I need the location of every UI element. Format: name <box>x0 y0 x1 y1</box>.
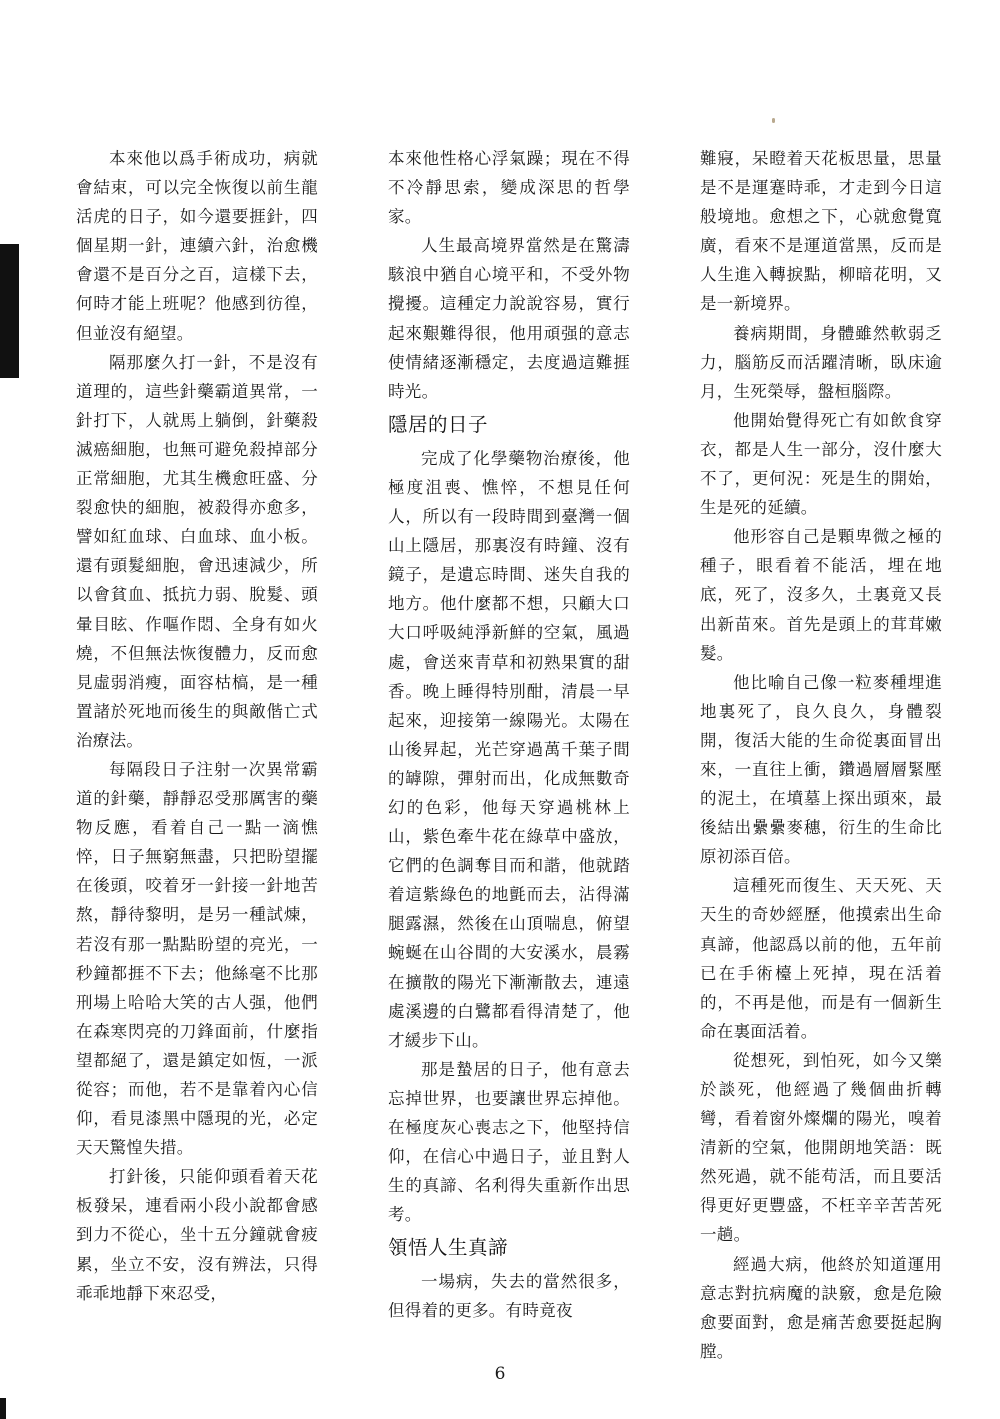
section-heading: 隱居的日子 <box>388 412 489 436</box>
paragraph: 隔那麼久打一針，不是沒有道理的，這些針藥霸道異常，一針打下，人就馬上躺倒，針藥殺滅癌細胞，也無可避免殺掉部分正常細胞，尤其生機愈旺盛、分裂愈快的細胞，被殺得亦愈多，譬如紅血球、白血球、血小板。還有頭髮細胞，會迅速減少，所以會貧血、抵抗力弱、脫髮、頭暈目眩、作嘔作悶、全身有如火燒，不但無法恢復體力，反而愈見虛弱消瘦，面容枯槁，是一種置諸於死地而後生的與敵偕亡式治療法。 <box>76 352 318 750</box>
side-tab-marker <box>0 244 19 378</box>
paragraph: 經過大病，他終於知道運用意志對抗病魔的訣竅，愈是危險愈要面對，愈是痛苦愈要挺起胸膛。 <box>700 1254 942 1361</box>
section-heading: 領悟人生真諦 <box>388 1236 509 1260</box>
text-column-3 <box>700 144 942 1366</box>
text-column-2 <box>388 144 630 1326</box>
paper-speck <box>772 118 775 123</box>
paragraph: 他形容自己是顆卑微之極的種子，眼看着不能活，埋在地底，死了，沒多久，土裏竟又長出新苗來。首先是頭上的茸茸嫩髮。 <box>700 527 942 663</box>
paragraph: 人生最高境界當然是在驚濤駭浪中猶自心境平和，不受外物攪擾。這種定力說說容易，實行起來艱難得很，他用頑强的意志使情緒逐漸穩定，去度過這難捱時光。 <box>388 236 630 401</box>
paragraph: 養病期間，身體雖然軟弱乏力，腦筋反而活躍清晰，臥床逾月，生死榮辱，盤桓腦際。 <box>700 323 942 401</box>
paragraph: 本來他以爲手術成功，病就會結束，可以完全恢復以前生龍活虎的日子，如今還要捱針，四個星期一針，連續六針，治愈機會還不是百分之百，這樣下去，何時才能上班呢？他感到彷徨，但並沒有絕望。 <box>76 149 318 343</box>
paragraph: 他開始覺得死亡有如飲食穿衣，都是人生一部分，沒什麼大不了，更何況：死是生的開始，生是死的延續。 <box>700 410 942 518</box>
text-column-1 <box>76 144 318 1308</box>
paragraph: 打針後，只能仰頭看着天花板發呆，連看兩小段小說都會感到力不從心，坐十五分鐘就會疲累，坐立不安，沒有辨法，只得乖乖地靜下來忍受， <box>76 1167 318 1303</box>
paragraph: 他比喻自己像一粒麥種埋進地裏死了，良久良久，身體裂開，復活大能的生命從裏面冒出來，一直往上衝，鑽過層層緊壓的泥土，在墳墓上探出頭來，最後結出纍纍麥穗，衍生的生命比原初添百倍。 <box>700 672 942 867</box>
corner-mark <box>0 1398 6 1419</box>
paragraph: 本來他性格心浮氣躁；現在不得不冷靜思索，變成深思的哲學家。 <box>388 149 630 227</box>
paragraph: 這種死而復生、天天死、天天生的奇妙經歷，他摸索出生命真諦，他認爲以前的他，五年前已在手術檯上死掉，現在活着的，不再是他，而是有一個新生命在裏面活着。 <box>700 876 942 1041</box>
page-number: 6 <box>494 1364 506 1384</box>
paragraph: 完成了化學藥物治療後，他極度沮喪、憔悴，不想見任何人，所以有一段時間到臺灣一個山上隱居，那裏沒有時鐘、沒有鏡子，是遺忘時間、迷失自我的地方。他什麼都不想，只顧大口大口呼吸純淨新鮮的空氣，風過處，會送來青草和初熟果實的甜香。晚上睡得特別酣，清晨一早起來，迎接第一線陽光。太陽在山後昇起，光芒穿過萬千葉子間的罅隙，彈射而出，化成無數奇幻的色彩，他每天穿過桃林上山，紫色牽牛花在綠草中盛放，它們的色調奪目而和諧，他就踏着這紫綠色的地氈而去，沾得滿腿露濕，然後在山頂喘息，俯望蜿蜒在山谷間的大安溪水，晨霧在擴散的陽光下漸漸散去，連遠處溪邊的白鷺都看得清楚了，他才緩步下山。 <box>388 448 630 1050</box>
paragraph: 難寢，呆瞪着天花板思量，思量是不是運蹇時乖，才走到今日這般境地。愈想之下，心就愈覺寬廣，看來不是運道當黑，反而是人生進入轉捩點，柳暗花明，又是一新境界。 <box>700 149 942 314</box>
paragraph: 一場病，失去的當然很多，但得着的更多。有時竟夜 <box>388 1272 630 1321</box>
paragraph: 每隔段日子注射一次異常霸道的針藥，靜靜忍受那厲害的藥物反應，看着自己一點一滴憔悴，日子無窮無盡，只把盼望擺在後頭，咬着牙一針接一針地苦熬，靜待黎明，是另一種試煉，若沒有那一點點盼望的亮光，一秒鐘都捱不下去；他絲毫不比那刑場上哈哈大笑的古人强，他們在森寒閃亮的刀鋒面前，什麼指望都絕了，還是鎮定如恆，一派從容；而他，若不是靠着內心信仰，看見漆黑中隱現的光，必定天天驚惶失措。 <box>76 759 318 1158</box>
paragraph: 那是蟄居的日子，他有意去忘掉世界，也要讓世界忘掉他。在極度灰心喪志之下，他堅持信仰，在信心中過日子，並且對人生的真諦、名利得失重新作出思考。 <box>388 1059 630 1225</box>
paragraph: 從想死，到怕死，如今又樂於談死，他經過了幾個曲折轉彎，看着窗外燦爛的陽光，嗅着清新的空氣，他開朗地笑語：既然死過，就不能苟活，而且要活得更好更豐盛，不枉辛辛苦苦死一趟。 <box>700 1050 942 1245</box>
